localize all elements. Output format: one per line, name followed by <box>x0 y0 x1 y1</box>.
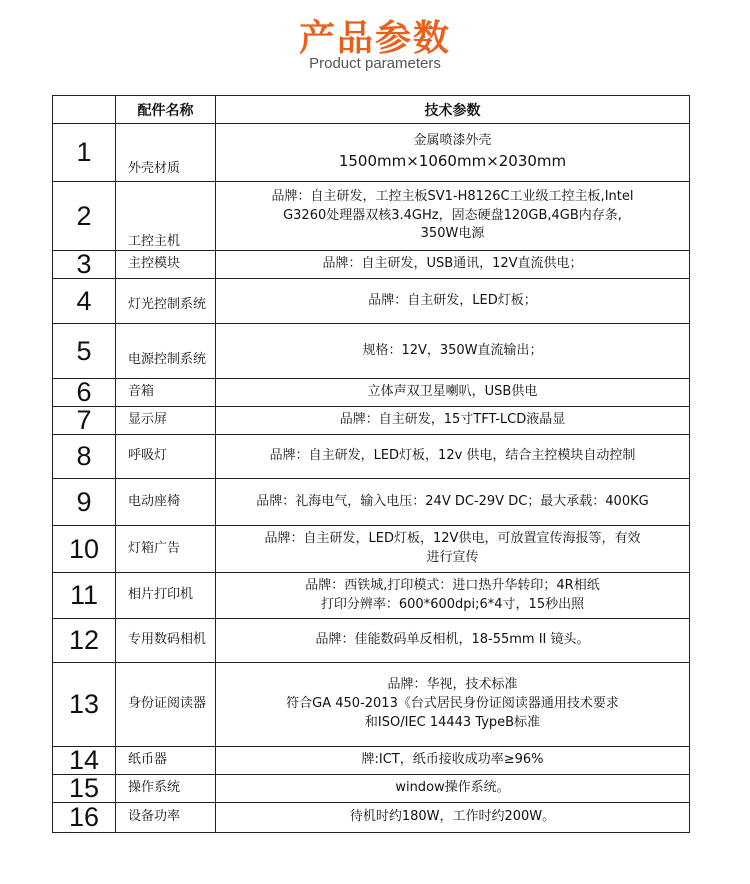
tech-spec <box>216 324 690 379</box>
row-number: 3 <box>53 251 116 279</box>
row-number: 5 <box>53 324 116 379</box>
table-row <box>53 379 690 407</box>
row-number: 12 <box>53 619 116 663</box>
row-number: 7 <box>53 407 116 435</box>
spec-line: 符合GA 450-2013《台式居民身份证阅读器通用技术要求 <box>286 696 619 712</box>
part-name: 主控模块 <box>116 251 216 279</box>
spec-line: 品牌：自主研发，USB通讯，12V直流供电； <box>322 256 583 272</box>
tech-spec <box>216 775 690 803</box>
tech-spec <box>216 407 690 435</box>
table-row <box>53 663 690 747</box>
tech-spec <box>216 182 690 251</box>
part-name: 电源控制系统 <box>116 324 216 379</box>
spec-line: 350W电源 <box>420 226 485 242</box>
table-row <box>53 775 690 803</box>
spec-line: 品牌：自主研发，LED灯板，12v 供电，结合主控模块自动控制 <box>269 448 636 464</box>
table-row <box>53 526 690 573</box>
spec-line: 打印分辨率：600*600dpi;6*4寸，15秒出照 <box>320 596 585 612</box>
tech-spec <box>216 619 690 663</box>
tech-spec <box>216 479 690 526</box>
tech-spec <box>216 124 690 182</box>
tech-spec <box>216 435 690 479</box>
header-tech-spec: 技术参数 <box>216 96 690 124</box>
tech-spec <box>216 573 690 619</box>
spec-line: 品牌：西铁城,打印模式：进口热升华转印；4R相纸 <box>305 577 600 593</box>
table-header-row <box>53 96 690 124</box>
row-number: 13 <box>53 663 116 747</box>
part-name: 呼吸灯 <box>116 435 216 479</box>
page-title: 产品参数 <box>298 18 451 59</box>
spec-line: 立体声双卫星喇叭，USB供电 <box>367 384 538 400</box>
part-name: 工控主机 <box>116 182 216 251</box>
row-number: 4 <box>53 279 116 324</box>
row-number: 8 <box>53 435 116 479</box>
table-row <box>53 803 690 833</box>
tech-spec <box>216 663 690 747</box>
row-number: 11 <box>53 573 116 619</box>
row-number: 2 <box>53 182 116 251</box>
part-name: 电动座椅 <box>116 479 216 526</box>
part-name: 专用数码相机 <box>116 619 216 663</box>
part-name: 灯光控制系统 <box>116 279 216 324</box>
part-name: 外壳材质 <box>116 124 216 182</box>
spec-line: 规格：12V，350W直流输出； <box>362 342 543 358</box>
table-row <box>53 407 690 435</box>
part-name: 音箱 <box>116 379 216 407</box>
page-subtitle: Product parameters <box>309 55 441 72</box>
part-name: 操作系统 <box>116 775 216 803</box>
row-number: 9 <box>53 479 116 526</box>
row-number: 14 <box>53 747 116 775</box>
spec-line: 牌:ICT，纸币接收成功率≥96% <box>361 752 544 768</box>
table-row <box>53 435 690 479</box>
header-number <box>53 96 116 124</box>
spec-line: G3260处理器双核3.4GHz，固态硬盘120GB,4GB内存条, <box>283 207 622 223</box>
row-number: 1 <box>53 124 116 182</box>
spec-line: 品牌：礼海电气，输入电压：24V DC-29V DC；最大承载：400KG <box>256 493 649 509</box>
spec-line: 待机时约180W，工作时约200W。 <box>349 809 556 825</box>
row-number: 15 <box>53 775 116 803</box>
spec-line: 和ISO/IEC 14443 TypeB标准 <box>364 714 541 730</box>
part-name: 灯箱广告 <box>116 526 216 573</box>
tech-spec <box>216 379 690 407</box>
table-row <box>53 619 690 663</box>
table-row <box>53 479 690 526</box>
spec-line: 品牌：自主研发，15寸TFT-LCD液晶显 <box>339 412 566 428</box>
tech-spec <box>216 803 690 833</box>
row-number: 10 <box>53 526 116 573</box>
tech-spec <box>216 747 690 775</box>
spec-line: 品牌：自主研发，LED灯板，12V供电，可放置宣传海报等，有效 <box>264 531 641 547</box>
tech-spec <box>216 279 690 324</box>
table-row <box>53 182 690 251</box>
row-number: 16 <box>53 803 116 833</box>
part-name: 相片打印机 <box>116 573 216 619</box>
part-name: 设备功率 <box>116 803 216 833</box>
spec-line: 金属喷漆外壳 <box>413 133 492 149</box>
header-part-name: 配件名称 <box>116 96 216 124</box>
table-row <box>53 124 690 182</box>
table-row <box>53 251 690 279</box>
row-number: 6 <box>53 379 116 407</box>
spec-line: 品牌：佳能数码单反相机，18-55mm II 镜头。 <box>315 632 590 648</box>
tech-spec <box>216 526 690 573</box>
spec-line: 品牌：华视，技术标准 <box>387 677 518 693</box>
spec-line: 进行宣传 <box>426 550 479 565</box>
part-name: 显示屏 <box>116 407 216 435</box>
spec-line: 1500mm×1060mm×2030mm <box>338 152 567 171</box>
tech-spec <box>216 251 690 279</box>
spec-line: window操作系统。 <box>395 780 510 796</box>
spec-line: 品牌：自主研发，工控主板SV1-H8126C工业级工控主板,Intel <box>271 188 634 204</box>
part-name: 纸币器 <box>116 747 216 775</box>
table-row <box>53 573 690 619</box>
table-row <box>53 324 690 379</box>
parameters-table <box>52 95 690 833</box>
table-row <box>53 747 690 775</box>
table-row <box>53 279 690 324</box>
part-name: 身份证阅读器 <box>116 663 216 747</box>
spec-line: 品牌：自主研发，LED灯板； <box>368 292 537 308</box>
